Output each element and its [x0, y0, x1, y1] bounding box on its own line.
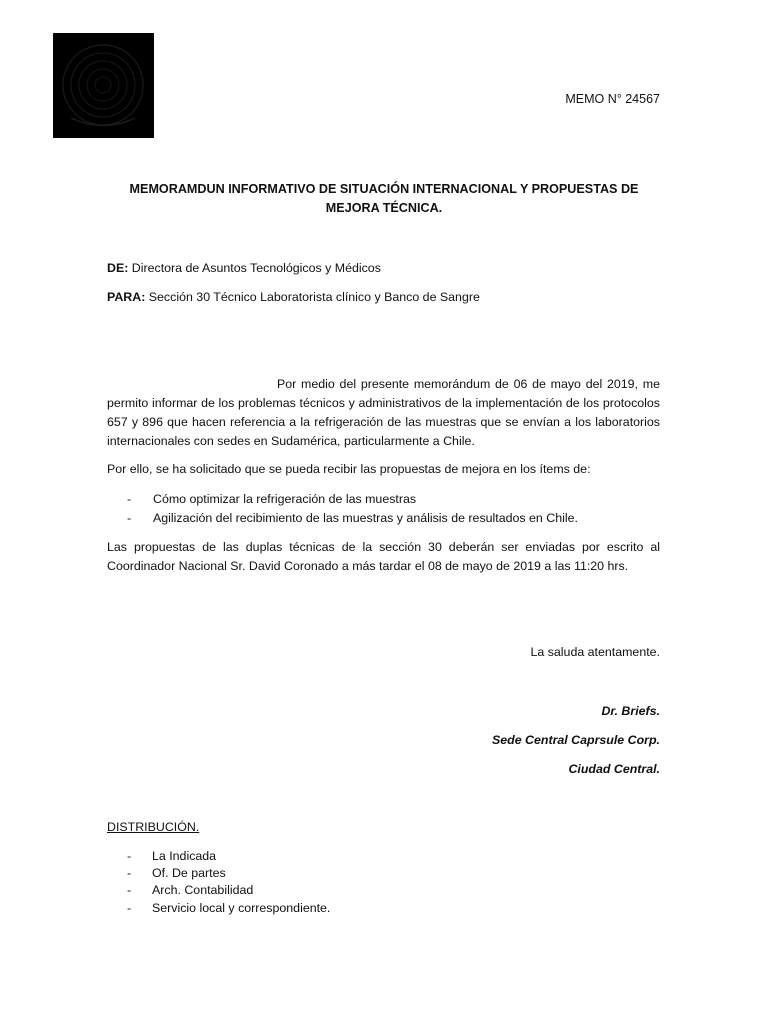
bullet-dash: - [127, 849, 132, 863]
list-item-text: Servicio local y correspondiente. [152, 900, 331, 915]
distribution-list [127, 848, 330, 917]
bullet-dash: - [127, 883, 132, 898]
signature-organization: Sede Central Caprsule Corp. [491, 733, 660, 747]
bullet-dash: - [127, 900, 132, 915]
list-item-text: Arch. Contabilidad [152, 883, 254, 898]
list-item [127, 490, 578, 509]
list-item-text: Cómo optimizar la refrigeración de las muestras [153, 492, 417, 506]
to-value: Sección 30 Técnico Laboratorista clínico y Banco de Sangre [148, 290, 480, 304]
bullet-dash: - [127, 511, 132, 525]
list-item-text: Of. De partes [152, 866, 226, 881]
memo-number: MEMO N° 24567 [565, 92, 660, 106]
list-item [127, 509, 578, 528]
to-label: PARA: [107, 290, 146, 304]
from-value: Directora de Asuntos Tecnológicos y Médicos [131, 261, 381, 275]
document-title: MEMORAMDUN INFORMATIVO DE SITUACIÓN INTERNACIONAL Y PROPUESTAS DE MEJORA TÉCNICA. [129, 182, 639, 215]
body-paragraph-1-text: Por medio del presente memorándum de 06 de mayo del 2019, me permito informar de los problemas técnicos y administrativos de la implementación de los protocolos 657 y 896 que hacen referencia a la refrigeración de las muestras que se envían a los laboratorios internacionales con sedes en Sudamérica, particularmente a Chile. [107, 377, 660, 448]
list-item [127, 865, 330, 882]
list-item [127, 900, 330, 917]
seal-emblem-icon [53, 33, 154, 138]
body-paragraph-3: Las propuestas de las duplas técnicas de la sección 30 deberán ser enviadas por escrito al Coordinador Nacional Sr. David Coronado a más tardar el 08 de mayo de 2019 a las 11:20 hrs. [107, 540, 660, 573]
to-field [107, 290, 480, 304]
bullet-dash: - [127, 492, 132, 506]
closing-salutation: La saluda atentamente. [530, 645, 660, 659]
list-item [127, 848, 330, 865]
from-field [107, 261, 381, 275]
signature-city: Ciudad Central. [568, 762, 660, 776]
from-label: DE: [107, 261, 129, 275]
distribution-heading: DISTRIBUCIÓN. [107, 820, 200, 834]
organization-logo [53, 33, 154, 138]
list-item [127, 882, 330, 899]
bullet-dash: - [127, 866, 132, 881]
request-items-list [127, 490, 578, 528]
signature-name: Dr. Briefs. [601, 704, 660, 718]
list-item-text: La Indicada [152, 849, 217, 863]
list-item-text: Agilización del recibimiento de las muestras y análisis de resultados en Chile. [153, 511, 578, 525]
body-paragraph-2: Por ello, se ha solicitado que se pueda recibir las propuestas de mejora en los ítems de: [107, 462, 591, 476]
body-paragraph-1 [107, 375, 660, 451]
